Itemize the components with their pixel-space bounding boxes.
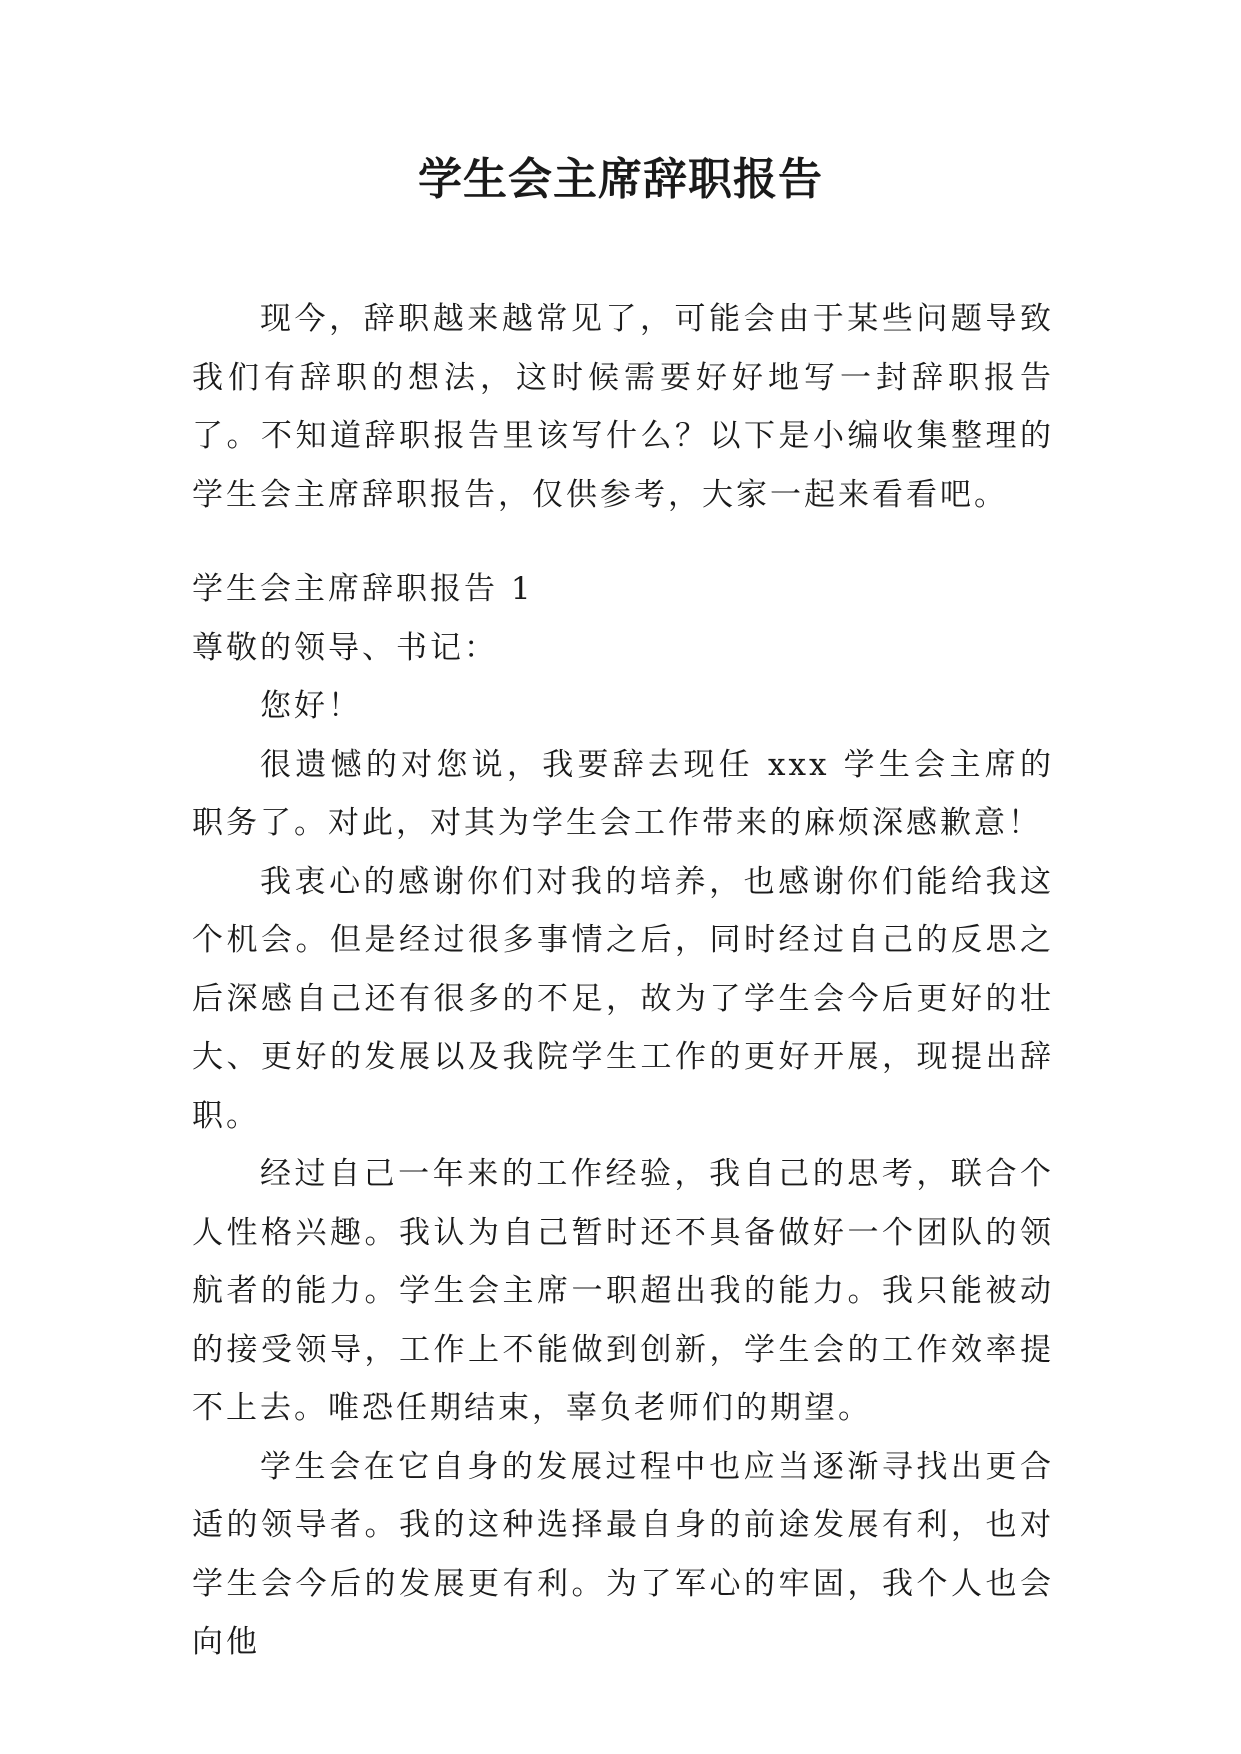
- body-paragraph: 学生会在它自身的发展过程中也应当逐渐寻找出更合适的领导者。我的这种选择最自身的前途发展有利，也对学生会今后的发展更有利。为了军心的牢固，我个人也会向他: [192, 1448, 1054, 1660]
- body-paragraph: 经过自己一年来的工作经验，我自己的思考，联合个人性格兴趣。我认为自己暂时还不具备做好一个团队的领航者的能力。学生会主席一职超出我的能力。我只能被动的接受领导，工作上不能做到创新，学生会的工作效率提不上去。唯恐任期结束，辜负老师们的期望。: [192, 1156, 1054, 1426]
- greeting: 您好！: [260, 688, 362, 724]
- salutation: 尊敬的领导、书记：: [192, 629, 498, 666]
- section-heading: 学生会主席辞职报告 1: [192, 571, 534, 607]
- intro-paragraph: 现今，辞职越来越常见了，可能会由于某些问题导致我们有辞职的想法，这时候需要好好地写一封辞职报告了。不知道辞职报告里该写什么？以下是小编收集整理的学生会主席辞职报告，仅供参考，大家一起来看看吧。: [192, 301, 1054, 513]
- document-title: 学生会主席辞职报告: [418, 154, 823, 205]
- document-body: [192, 290, 1054, 1672]
- body-paragraph: 很遗憾的对您说，我要辞去现任 xxx 学生会主席的职务了。对此，对其为学生会工作带来的麻烦深感歉意！: [192, 746, 1054, 841]
- section-spacer: [192, 524, 1054, 560]
- body-paragraph: 我衷心的感谢你们对我的培养，也感谢你们能给我这个机会。但是经过很多事情之后，同时经过自己的反思之后深感自己还有很多的不足，故为了学生会今后更好的壮大、更好的发展以及我院学生工作的更好开展，现提出辞职。: [192, 863, 1054, 1134]
